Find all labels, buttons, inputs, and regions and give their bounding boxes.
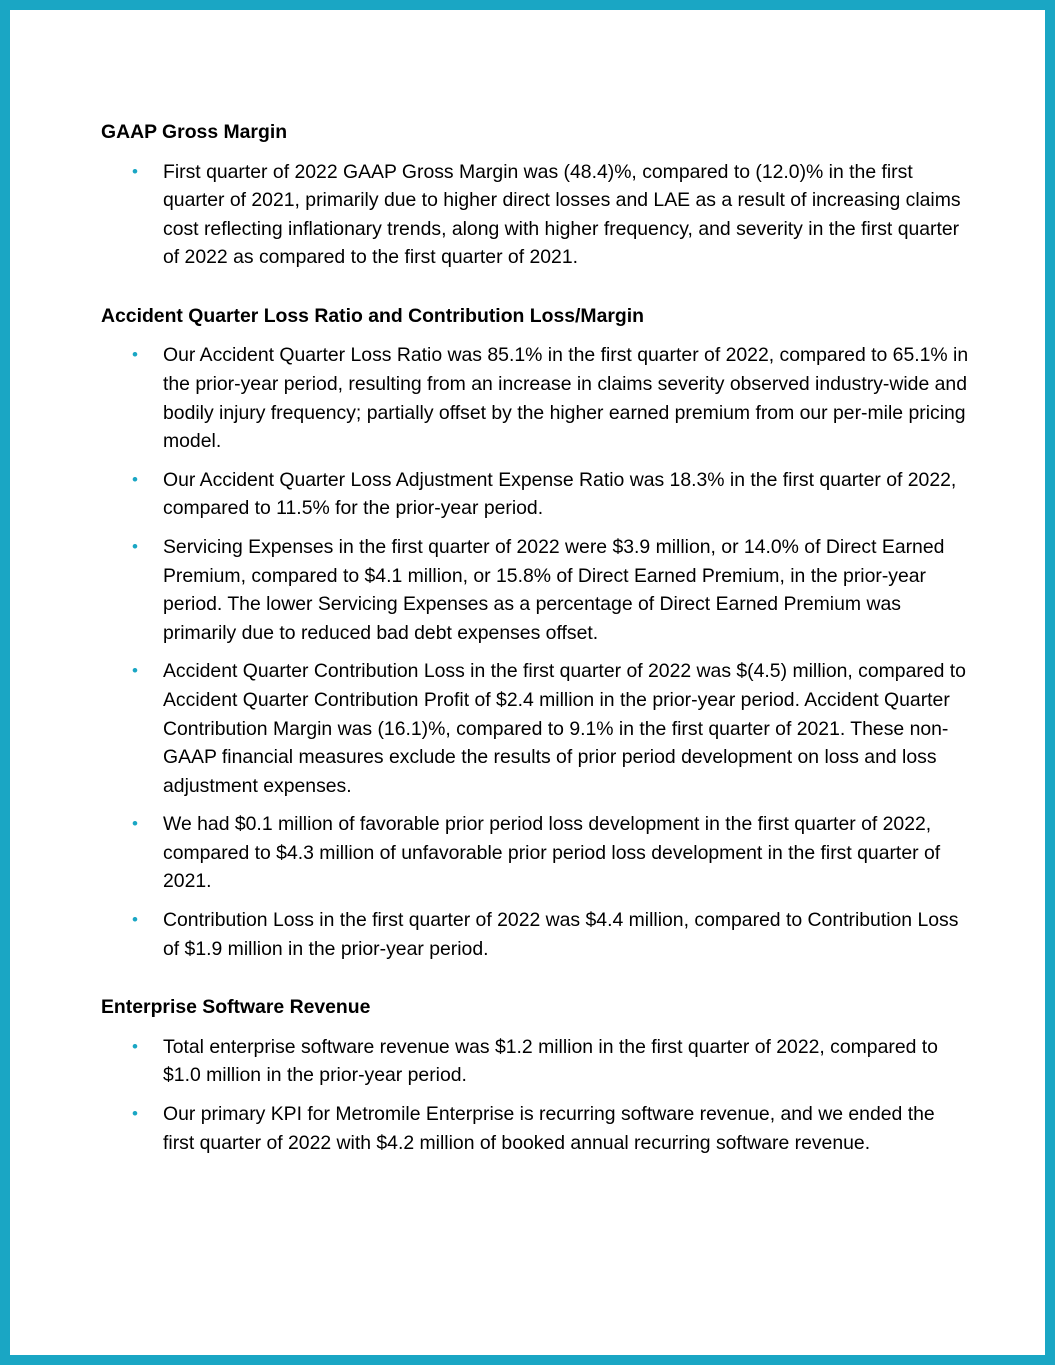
- bullet-item: [101, 158, 971, 272]
- bullet-dot-icon: •: [132, 536, 138, 556]
- bullet-text: Contribution Loss in the first quarter of 2022 was $4.4 million, compared to Contribution Loss of $1.9 million in the prior-year period.: [163, 909, 959, 960]
- bullet-dot-icon: •: [132, 345, 138, 365]
- bullet-item: [101, 810, 971, 896]
- bullet-item: [101, 906, 971, 963]
- section-heading: Enterprise Software Revenue: [101, 996, 371, 1019]
- bullet-text: We had $0.1 million of favorable prior period loss development in the first quarter of 2022, compared to $4.3 million of unfavorable prior period loss development in the first quarter of 2021.: [163, 813, 941, 893]
- bullet-text: Accident Quarter Contribution Loss in the first quarter of 2022 was $(4.5) million, compared to Accident Quarter Contribution Profit of $2.4 million in the prior-year period. Accident Quarter Contribution Margin was (16.1)%, compared to 9.1% in the first quarter of 2021. These non-GAAP financial measures exclude the results of prior period development on loss and loss adjustment expenses.: [163, 660, 966, 797]
- section-heading: Accident Quarter Loss Ratio and Contribution Loss/Margin: [101, 304, 644, 327]
- bullet-dot-icon: •: [132, 814, 138, 834]
- bullet-text: Total enterprise software revenue was $1.2 million in the first quarter of 2022, compared to $1.0 million in the prior-year period.: [163, 1035, 938, 1087]
- bullet-list: [101, 341, 971, 963]
- bullet-text: First quarter of 2022 GAAP Gross Margin was (48.4)%, compared to (12.0)% in the first quarter of 2021, primarily due to higher direct losses and LAE as a result of increasing claims cost reflecting inflationary trends, along with higher frequency, and severity in the first quarter of 2022 as compared to the first quarter of 2021.: [163, 160, 961, 269]
- bullet-dot-icon: •: [132, 1036, 138, 1056]
- bullet-text: Our primary KPI for Metromile Enterprise is recurring software revenue, and we ended the first quarter of 2022 with $4.2 million of booked annual recurring software revenue.: [163, 1102, 935, 1154]
- bullet-dot-icon: •: [132, 910, 138, 930]
- document-content: [101, 118, 971, 1187]
- bullet-dot-icon: •: [132, 161, 138, 181]
- bullet-item: [101, 657, 971, 800]
- bullet-dot-icon: •: [132, 1103, 138, 1123]
- bullet-text: Our Accident Quarter Loss Ratio was 85.1% in the first quarter of 2022, compared to 65.1% in the prior-year period, resulting from an increase in claims severity observed industry-wide and bodily injury frequency; partially offset by the higher earned premium from our per-mile pricing model.: [163, 344, 969, 453]
- bullet-list: [101, 1033, 971, 1157]
- bullet-item: [101, 1033, 971, 1090]
- section-gaap-gross-margin: [101, 118, 971, 272]
- bullet-item: [101, 466, 971, 523]
- bullet-dot-icon: •: [132, 469, 138, 489]
- section-accident-quarter-loss-ratio: [101, 302, 971, 963]
- bullet-dot-icon: •: [132, 661, 138, 681]
- bullet-item: [101, 533, 971, 647]
- bullet-item: [101, 341, 971, 455]
- bullet-text: Our Accident Quarter Loss Adjustment Expense Ratio was 18.3% in the first quarter of 2022, compared to 11.5% for the prior-year period.: [163, 468, 957, 520]
- bullet-text: Servicing Expenses in the first quarter of 2022 were $3.9 million, or 14.0% of Direct Earned Premium, compared to $4.1 million, or 15.8% of Direct Earned Premium, in the prior-year period. The lower Servicing Expenses as a percentage of Direct Earned Premium was primarily due to reduced bad debt expenses offset.: [163, 535, 945, 644]
- bullet-item: [101, 1100, 971, 1157]
- section-enterprise-software-revenue: [101, 993, 971, 1157]
- bullet-list: [101, 158, 971, 272]
- section-heading: GAAP Gross Margin: [101, 121, 288, 143]
